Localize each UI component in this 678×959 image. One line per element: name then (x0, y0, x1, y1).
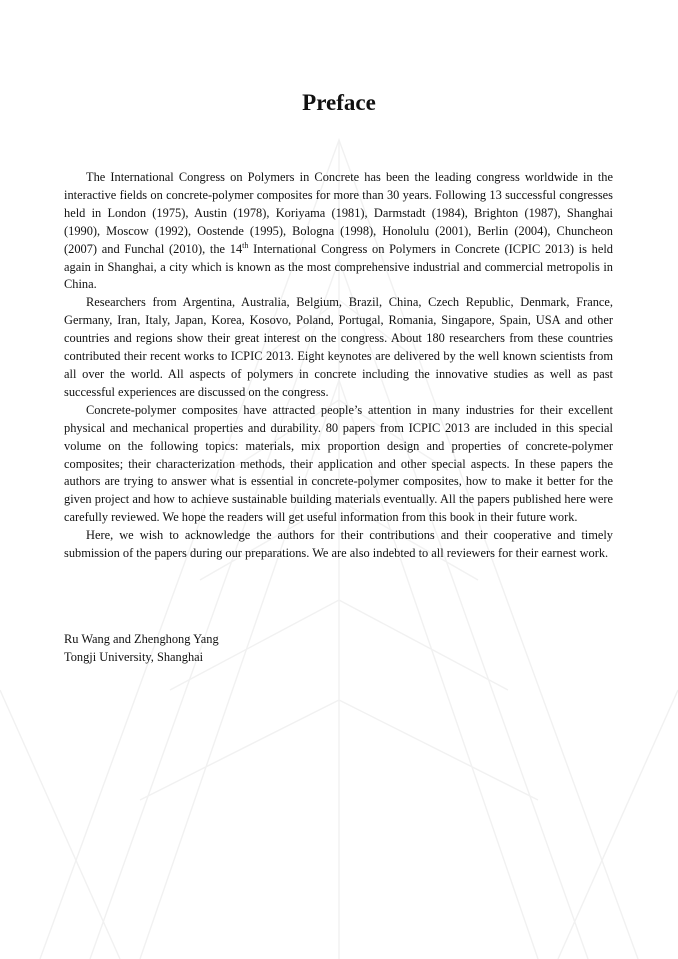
paragraph-2: Researchers from Argentina, Australia, Belgium, Brazil, China, Czech Republic, Denmark, France, Germany, Iran, Italy, Japan, Korea, Kosovo, Poland, Portugal, Romania, Singapore, Spain, USA and other countries and regions show their great interest on the congress. About 180 researchers from these countries contributed their recent works to ICPIC 2013. Eight keynotes are delivered by the well known scientists from all over the world. All aspects of polymers in concrete including the innovative studies as well as past successful experiences are discussed on the congress. (64, 295, 613, 399)
page-title: Preface (302, 90, 376, 115)
paragraph-4: Here, we wish to acknowledge the authors for their contributions and their cooperative and timely submission of the papers during our preparations. We are also indebted to all reviewers for their earnest work. (64, 528, 613, 561)
paragraph-1-text-continued: International Congress on Polymers in Concrete (ICPIC 2013) is held again in Shanghai, a city which is known as the most comprehensive industrial and commercial metropolis in China. (64, 241, 614, 292)
signature-block (64, 631, 613, 667)
paragraph-1 (64, 169, 613, 294)
signature-authors: Ru Wang and Zhenghong Yang (64, 632, 219, 646)
signature-affiliation: Tongji University, Shanghai (64, 649, 204, 664)
paragraph-1-text: The International Congress on Polymers in Concrete has been the leading congress worldwide in the interactive fields on concrete-polymer composites for more than 30 years. Following 13 successful congresses held in London (1975), Austin (1978), Koriyama (1981), Darmstadt (1984), Brighton (1987), Shanghai (1990), Moscow (1992), Oostende (1995), Bologna (1998), Honolulu (2001), Berlin (2004), Chuncheon (2007) and Funchal (2010), the 14 (64, 170, 613, 256)
ordinal-superscript: th (242, 240, 249, 250)
preface-body (64, 169, 613, 563)
paragraph-3: Concrete-polymer composites have attracted people’s attention in many industries for their excellent physical and mechanical properties and durability. 80 papers from ICPIC 2013 are included in this special volume on the following topics: materials, mix proportion design and properties of concrete-polymer composites; their characterization methods, their application and other special aspects. In these papers the authors are trying to answer what is essential in concrete-polymer composites, how to make it better for the given project and how to achieve sustainable building materials eventually. All the papers published here were carefully reviewed. We hope the readers will get useful information from this book in their future work. (64, 402, 613, 525)
